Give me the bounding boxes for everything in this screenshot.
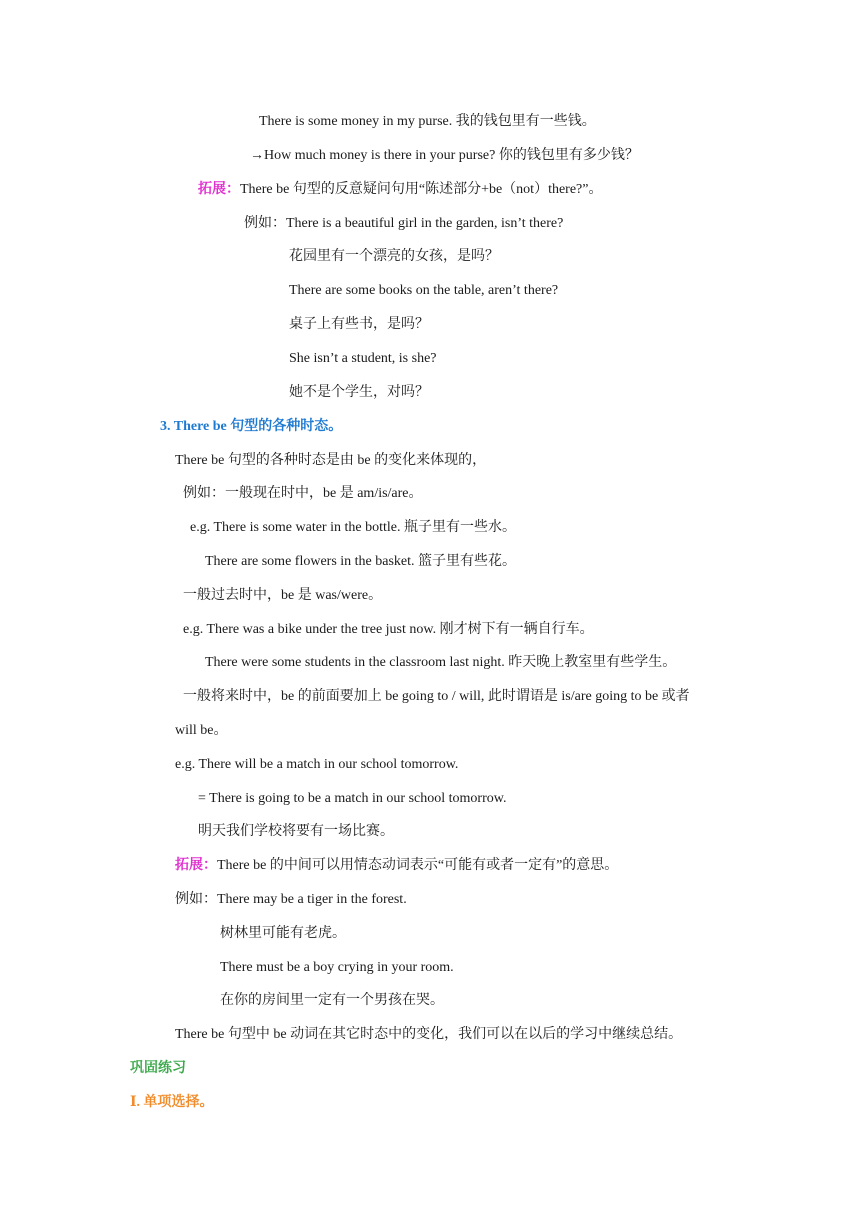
example-line: e.g. There was a bike under the tree just now. 刚才树下有一辆自行车。 bbox=[183, 622, 594, 637]
extension-note bbox=[175, 857, 618, 875]
translation-line: 树林里可能有老虎。 bbox=[220, 926, 346, 941]
extension-label: 拓展： bbox=[198, 182, 240, 197]
translation-line: 桌子上有些书，是吗？ bbox=[289, 317, 429, 332]
translation-line: 花园里有一个漂亮的女孩，是吗？ bbox=[289, 249, 499, 264]
exercise-heading: Ⅰ. 单项选择。 bbox=[130, 1095, 214, 1110]
example-question: →How much money is there in your purse? 你的钱包里有多少钱？ bbox=[250, 148, 639, 163]
example-line: There must be a boy crying in your room. bbox=[220, 960, 454, 975]
example-line: There are some books on the table, aren’t there? bbox=[289, 283, 559, 298]
practice-heading: 巩固练习 bbox=[130, 1061, 186, 1076]
paragraph-line: 例如：一般现在时中，be 是 am/is/are。 bbox=[183, 486, 423, 501]
translation-line: 明天我们学校将要有一场比赛。 bbox=[198, 824, 394, 839]
paragraph-line: 一般将来时中，be 的前面要加上 be going to / will, 此时谓语是 is/are going to be 或者 bbox=[183, 689, 690, 704]
paragraph-line: will be。 bbox=[175, 723, 228, 738]
example-line: = There is going to be a match in our school tomorrow. bbox=[198, 791, 507, 806]
example-line: She isn’t a student, is she? bbox=[289, 351, 437, 366]
extension-text: There be 句型的反意疑问句用“陈述部分+be（not）there?”。 bbox=[240, 182, 603, 197]
paragraph-line: There be 句型中 be 动词在其它时态中的变化，我们可以在以后的学习中继续总结。 bbox=[175, 1027, 683, 1042]
example-line: There are some flowers in the basket. 篮子里有些花。 bbox=[205, 554, 517, 569]
example-line: 例如：There is a beautiful girl in the garden, isn’t there? bbox=[244, 216, 564, 231]
translation-line: 在你的房间里一定有一个男孩在哭。 bbox=[220, 993, 444, 1008]
example-line: 例如：There may be a tiger in the forest. bbox=[175, 892, 407, 907]
extension-note bbox=[198, 181, 602, 199]
example-line: e.g. There is some water in the bottle. 瓶子里有一些水。 bbox=[190, 520, 516, 535]
extension-label: 拓展： bbox=[175, 858, 217, 873]
extension-text: There be 的中间可以用情态动词表示“可能有或者一定有”的意思。 bbox=[217, 858, 619, 873]
example-line: There were some students in the classroom last night. 昨天晚上教室里有些学生。 bbox=[205, 655, 677, 670]
translation-line: 她不是个学生，对吗？ bbox=[289, 385, 429, 400]
paragraph-line: There be 句型的各种时态是由 be 的变化来体现的， bbox=[175, 453, 487, 468]
example-line: e.g. There will be a match in our school tomorrow. bbox=[175, 757, 459, 772]
paragraph-line: 一般过去时中，be 是 was/were。 bbox=[183, 588, 383, 603]
example-sentence: There is some money in my purse. 我的钱包里有一些钱。 bbox=[259, 114, 596, 129]
section-heading: 3. There be 句型的各种时态。 bbox=[160, 419, 343, 434]
